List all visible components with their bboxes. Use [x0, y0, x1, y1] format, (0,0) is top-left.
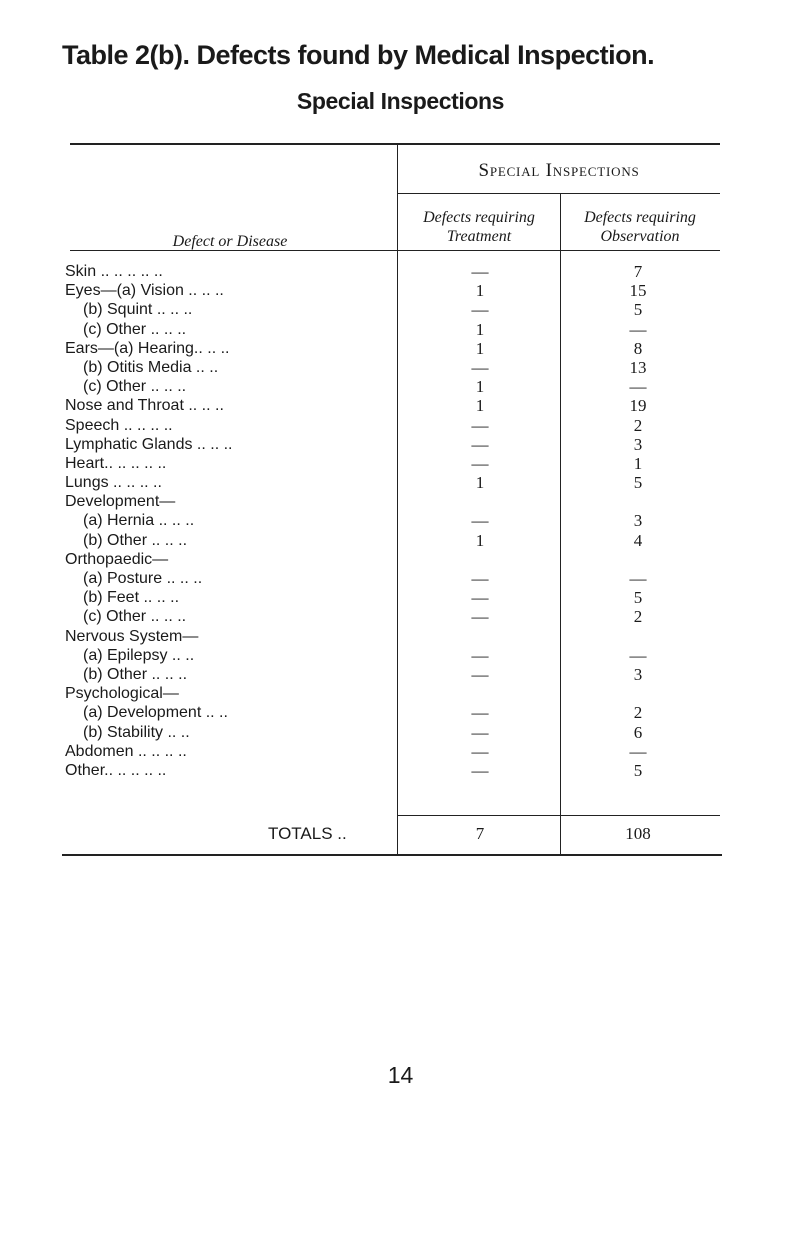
- table-subtitle: Special Inspections: [296, 88, 505, 114]
- row-observation-value: 3: [633, 664, 643, 684]
- table-row: [65, 607, 725, 626]
- row-observation-value: —: [629, 319, 647, 339]
- row-label: Nervous System—: [65, 627, 199, 645]
- table-row: [65, 588, 725, 607]
- row-treatment-value: 1: [475, 473, 485, 493]
- row-observation-value: 5: [633, 588, 643, 608]
- column-header-observation-line2: Observation: [600, 228, 680, 245]
- row-treatment-value: 1: [475, 281, 485, 301]
- row-label: Abdomen .. .. .. ..: [65, 742, 187, 760]
- row-observation-value: 3: [633, 434, 643, 454]
- totals-treatment: 7: [475, 824, 485, 843]
- table-row: [65, 511, 725, 530]
- row-observation-value: 6: [633, 722, 643, 742]
- row-observation-value: 2: [633, 607, 643, 627]
- row-label: (b) Stability .. ..: [83, 723, 190, 741]
- row-label: Development—: [65, 493, 176, 511]
- totals-label: TOTALS ..: [268, 824, 347, 843]
- table-top-rule: [70, 143, 720, 145]
- page-number: 14: [387, 1062, 414, 1088]
- row-treatment-value: 1: [475, 396, 485, 416]
- table-row: [65, 550, 725, 569]
- column-header-defect-text: Defect or Disease: [172, 233, 288, 250]
- row-treatment-value: —: [471, 760, 489, 780]
- row-observation-value: 2: [633, 703, 643, 723]
- row-observation-value: 2: [633, 415, 643, 435]
- row-treatment-value: —: [471, 607, 489, 627]
- row-label: Ears—(a) Hearing.. .. ..: [65, 339, 230, 357]
- row-label: Psychological—: [65, 685, 179, 703]
- column-header-defect: [80, 232, 380, 251]
- table-row: [65, 761, 725, 780]
- row-treatment-value: —: [471, 645, 489, 665]
- row-treatment-value: —: [471, 703, 489, 723]
- table-row: [65, 646, 725, 665]
- row-treatment-value: —: [471, 434, 489, 454]
- column-header-treatment-line1: Defects requiring: [423, 209, 535, 226]
- row-observation-value: —: [629, 741, 647, 761]
- table-row: [65, 531, 725, 550]
- row-treatment-value: 1: [475, 319, 485, 339]
- row-observation-value: 5: [633, 300, 643, 320]
- table-row: [65, 300, 725, 319]
- row-observation-value: 5: [633, 760, 643, 780]
- column-header-treatment: [398, 208, 560, 246]
- row-label: (b) Other .. .. ..: [83, 531, 188, 549]
- row-treatment-value: —: [471, 569, 489, 588]
- column-header-treatment-line2: Treatment: [446, 228, 512, 245]
- totals-top-rule: [398, 815, 720, 816]
- table-bottom-rule: [62, 854, 722, 856]
- row-label: (c) Other .. .. ..: [83, 320, 187, 338]
- table-row: [65, 627, 725, 646]
- row-label: (a) Posture .. .. ..: [83, 570, 203, 587]
- table-row: [65, 396, 725, 415]
- row-observation-value: —: [629, 377, 647, 397]
- row-treatment-value: —: [471, 415, 489, 435]
- table-row: [65, 339, 725, 358]
- table-row: [65, 684, 725, 703]
- table-row: [65, 454, 725, 473]
- row-label: Lungs .. .. .. ..: [65, 474, 162, 492]
- table-row: [65, 492, 725, 511]
- row-label: Nose and Throat .. .. ..: [65, 397, 224, 415]
- row-observation-value: 8: [633, 338, 643, 358]
- row-observation-value: 4: [633, 530, 643, 550]
- group-header-rule: [398, 193, 720, 194]
- table-row: [65, 281, 725, 300]
- row-observation-value: 13: [629, 357, 647, 377]
- table-row: [65, 262, 725, 281]
- row-label: Heart.. .. .. .. ..: [65, 454, 167, 472]
- row-treatment-value: —: [471, 262, 489, 281]
- row-label: (a) Development .. ..: [83, 704, 228, 722]
- table-row: [65, 569, 725, 588]
- row-observation-value: 1: [633, 453, 643, 473]
- row-treatment-value: 1: [475, 377, 485, 397]
- row-label: (b) Otitis Media .. ..: [83, 358, 219, 376]
- row-label: (c) Other .. .. ..: [83, 608, 187, 626]
- table-title: Table 2(b). Defects found by Medical Inspection.: [62, 40, 655, 70]
- totals-row: [0, 824, 801, 846]
- row-label: Other.. .. .. .. ..: [65, 761, 167, 779]
- row-treatment-value: —: [471, 722, 489, 742]
- row-label: Skin .. .. .. .. ..: [65, 263, 163, 280]
- row-treatment-value: —: [471, 453, 489, 473]
- table-row: [65, 742, 725, 761]
- table-row: [65, 377, 725, 396]
- column-header-observation-line1: Defects requiring: [584, 209, 696, 226]
- table-row: [65, 723, 725, 742]
- row-treatment-value: —: [471, 664, 489, 684]
- table-row: [65, 473, 725, 492]
- table-row: [65, 703, 725, 722]
- row-observation-value: 3: [633, 511, 643, 531]
- table-body: [65, 262, 725, 780]
- row-treatment-value: —: [471, 588, 489, 608]
- row-treatment-value: 1: [475, 530, 485, 550]
- row-observation-value: 5: [633, 473, 643, 493]
- row-observation-value: —: [629, 569, 647, 588]
- table-row: [65, 665, 725, 684]
- table-row: [65, 320, 725, 339]
- row-observation-value: 19: [629, 396, 647, 416]
- row-label: (a) Epilepsy .. ..: [83, 646, 195, 664]
- row-label: (a) Hernia .. .. ..: [83, 512, 195, 530]
- group-header-special-inspections: Special Inspections: [478, 160, 640, 181]
- row-treatment-value: —: [471, 511, 489, 531]
- row-label: (b) Squint .. .. ..: [83, 301, 193, 319]
- table-row: [65, 416, 725, 435]
- row-observation-value: 7: [633, 262, 643, 281]
- row-label: (b) Other .. .. ..: [83, 665, 188, 683]
- row-observation-value: —: [629, 645, 647, 665]
- table-row: [65, 435, 725, 454]
- totals-observation: 108: [625, 824, 651, 843]
- row-label: Eyes—(a) Vision .. .. ..: [65, 282, 224, 300]
- row-treatment-value: 1: [475, 338, 485, 358]
- row-label: (b) Feet .. .. ..: [83, 589, 180, 607]
- row-label: Orthopaedic—: [65, 550, 169, 568]
- row-treatment-value: —: [471, 741, 489, 761]
- table-row: [65, 358, 725, 377]
- row-treatment-value: —: [471, 300, 489, 320]
- row-label: Speech .. .. .. ..: [65, 416, 173, 434]
- row-label: Lymphatic Glands .. .. ..: [65, 435, 233, 453]
- column-header-observation: [560, 208, 720, 246]
- row-label: (c) Other .. .. ..: [83, 378, 187, 396]
- row-observation-value: 15: [629, 281, 647, 301]
- row-treatment-value: —: [471, 357, 489, 377]
